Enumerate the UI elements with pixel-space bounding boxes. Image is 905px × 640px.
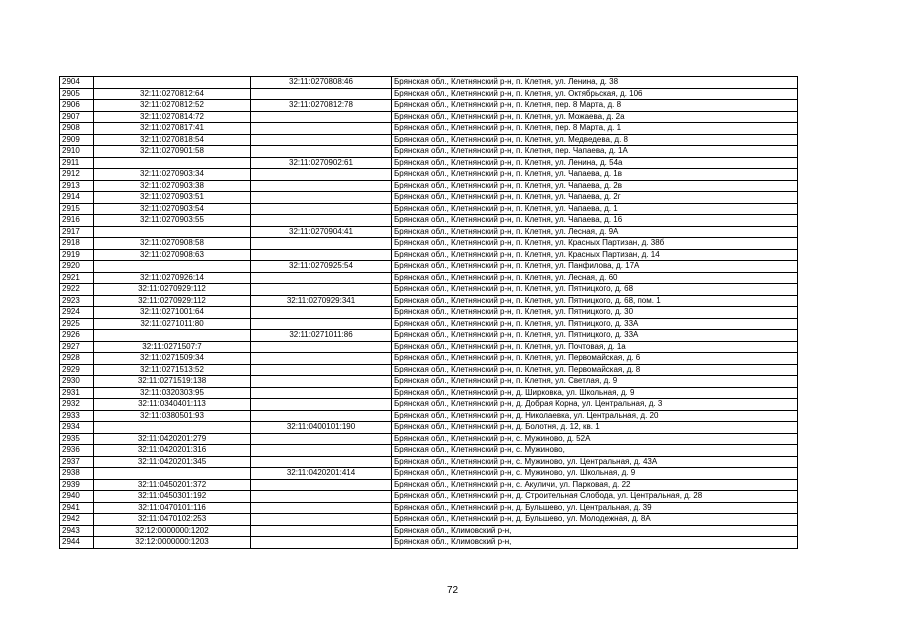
cadastral-number-cell: 32:11:0420201:345 xyxy=(94,456,251,468)
building-cadastral-number-cell xyxy=(251,341,392,353)
row-number-cell: 2926 xyxy=(60,330,94,342)
cadastral-number-cell: 32:12:0000000:1202 xyxy=(94,525,251,537)
table-row xyxy=(60,479,798,491)
cadastral-table xyxy=(59,76,798,549)
table-row xyxy=(60,341,798,353)
address-cell: Брянская обл., Клетнянский р-н, д. Строительная Слобода, ул. Центральная, д. 28 xyxy=(392,491,798,503)
cadastral-number-cell: 32:11:0270903:38 xyxy=(94,180,251,192)
cadastral-number-cell: 32:11:0270926:14 xyxy=(94,272,251,284)
building-cadastral-number-cell xyxy=(251,410,392,422)
row-number-cell: 2930 xyxy=(60,376,94,388)
table-row xyxy=(60,123,798,135)
table-row xyxy=(60,537,798,549)
table-row xyxy=(60,295,798,307)
cadastral-number-cell: 32:11:0270903:51 xyxy=(94,192,251,204)
row-number-cell: 2906 xyxy=(60,100,94,112)
address-cell: Брянская обл., Клетнянский р-н, п. Клетня, ул. Можаева, д. 2а xyxy=(392,111,798,123)
row-number-cell: 2911 xyxy=(60,157,94,169)
building-cadastral-number-cell: 32:11:0270902:61 xyxy=(251,157,392,169)
address-cell: Брянская обл., Клетнянский р-н, с. Мужиново, xyxy=(392,445,798,457)
cadastral-number-cell: 32:11:0271507:7 xyxy=(94,341,251,353)
address-cell: Брянская обл., Клетнянский р-н, п. Клетня, пер. Чапаева, д. 1А xyxy=(392,146,798,158)
row-number-cell: 2927 xyxy=(60,341,94,353)
address-cell: Брянская обл., Клетнянский р-н, д. Бульшево, ул. Центральная, д. 39 xyxy=(392,502,798,514)
building-cadastral-number-cell xyxy=(251,318,392,330)
address-cell: Брянская обл., Клетнянский р-н, п. Клетня, ул. Пятницкого, д. 30 xyxy=(392,307,798,319)
table-row xyxy=(60,111,798,123)
row-number-cell: 2919 xyxy=(60,249,94,261)
table-row xyxy=(60,410,798,422)
building-cadastral-number-cell xyxy=(251,169,392,181)
building-cadastral-number-cell: 32:11:0270904:41 xyxy=(251,226,392,238)
cadastral-number-cell: 32:11:0380501:93 xyxy=(94,410,251,422)
cadastral-number-cell xyxy=(94,330,251,342)
table-row xyxy=(60,514,798,526)
table-row xyxy=(60,525,798,537)
cadastral-number-cell: 32:11:0450301:192 xyxy=(94,491,251,503)
table-row xyxy=(60,146,798,158)
cadastral-number-cell: 32:11:0320303:95 xyxy=(94,387,251,399)
address-cell: Брянская обл., Клетнянский р-н, д. Болотня, д. 12, кв. 1 xyxy=(392,422,798,434)
address-cell: Брянская обл., Климовский р-н, xyxy=(392,537,798,549)
row-number-cell: 2917 xyxy=(60,226,94,238)
building-cadastral-number-cell xyxy=(251,307,392,319)
building-cadastral-number-cell xyxy=(251,537,392,549)
row-number-cell: 2934 xyxy=(60,422,94,434)
row-number-cell: 2909 xyxy=(60,134,94,146)
table-row xyxy=(60,134,798,146)
address-cell: Брянская обл., Климовский р-н, xyxy=(392,525,798,537)
page-number: 72 xyxy=(446,585,459,596)
table-row xyxy=(60,284,798,296)
table-row xyxy=(60,468,798,480)
table-row xyxy=(60,203,798,215)
building-cadastral-number-cell xyxy=(251,146,392,158)
cadastral-number-cell: 32:11:0270901:58 xyxy=(94,146,251,158)
row-number-cell: 2941 xyxy=(60,502,94,514)
address-cell: Брянская обл., Клетнянский р-н, с. Мужиново, ул. Школьная, д. 9 xyxy=(392,468,798,480)
address-cell: Брянская обл., Клетнянский р-н, п. Клетня, ул. Медведева, д. 8 xyxy=(392,134,798,146)
table-row xyxy=(60,502,798,514)
row-number-cell: 2925 xyxy=(60,318,94,330)
row-number-cell: 2929 xyxy=(60,364,94,376)
row-number-cell: 2943 xyxy=(60,525,94,537)
cadastral-number-cell: 32:11:0470102:253 xyxy=(94,514,251,526)
address-cell: Брянская обл., Клетнянский р-н, п. Клетня, ул. Чапаева, д. 2г xyxy=(392,192,798,204)
row-number-cell: 2921 xyxy=(60,272,94,284)
address-cell: Брянская обл., Клетнянский р-н, д. Добрая Корна, ул. Центральная, д. 3 xyxy=(392,399,798,411)
row-number-cell: 2905 xyxy=(60,88,94,100)
row-number-cell: 2939 xyxy=(60,479,94,491)
address-cell: Брянская обл., Клетнянский р-н, п. Клетня, ул. Светлая, д. 9 xyxy=(392,376,798,388)
building-cadastral-number-cell xyxy=(251,123,392,135)
cadastral-number-cell: 32:11:0270814:72 xyxy=(94,111,251,123)
address-cell: Брянская обл., Клетнянский р-н, п. Клетня, ул. Ленина, д. 38 xyxy=(392,77,798,89)
cadastral-number-cell xyxy=(94,77,251,89)
building-cadastral-number-cell xyxy=(251,203,392,215)
table-row xyxy=(60,456,798,468)
row-number-cell: 2924 xyxy=(60,307,94,319)
building-cadastral-number-cell xyxy=(251,433,392,445)
address-cell: Брянская обл., Клетнянский р-н, п. Клетня, ул. Красных Партизан, д. 38б xyxy=(392,238,798,250)
address-cell: Брянская обл., Клетнянский р-н, с. Мужиново, д. 52А xyxy=(392,433,798,445)
row-number-cell: 2907 xyxy=(60,111,94,123)
row-number-cell: 2922 xyxy=(60,284,94,296)
cadastral-number-cell: 32:11:0270903:34 xyxy=(94,169,251,181)
cadastral-number-cell: 32:11:0340401:113 xyxy=(94,399,251,411)
table-row xyxy=(60,445,798,457)
table-row xyxy=(60,88,798,100)
table-row xyxy=(60,433,798,445)
building-cadastral-number-cell xyxy=(251,456,392,468)
row-number-cell: 2937 xyxy=(60,456,94,468)
table-row xyxy=(60,226,798,238)
address-cell: Брянская обл., Клетнянский р-н, с. Мужиново, ул. Центральная, д. 43А xyxy=(392,456,798,468)
address-cell: Брянская обл., Клетнянский р-н, п. Клетня, пер. 8 Марта, д. 1 xyxy=(392,123,798,135)
cadastral-number-cell: 32:11:0450201:372 xyxy=(94,479,251,491)
row-number-cell: 2938 xyxy=(60,468,94,480)
table-row xyxy=(60,100,798,112)
cadastral-number-cell: 32:11:0270812:52 xyxy=(94,100,251,112)
building-cadastral-number-cell xyxy=(251,491,392,503)
table-row xyxy=(60,238,798,250)
cadastral-number-cell xyxy=(94,468,251,480)
building-cadastral-number-cell xyxy=(251,249,392,261)
building-cadastral-number-cell xyxy=(251,88,392,100)
address-cell: Брянская обл., Клетнянский р-н, д. Ширковка, ул. Школьная, д. 9 xyxy=(392,387,798,399)
row-number-cell: 2918 xyxy=(60,238,94,250)
building-cadastral-number-cell xyxy=(251,525,392,537)
table-row xyxy=(60,192,798,204)
building-cadastral-number-cell: 32:11:0270812:78 xyxy=(251,100,392,112)
table-row xyxy=(60,318,798,330)
cadastral-number-cell xyxy=(94,261,251,273)
building-cadastral-number-cell xyxy=(251,111,392,123)
row-number-cell: 2935 xyxy=(60,433,94,445)
building-cadastral-number-cell xyxy=(251,445,392,457)
cadastral-number-cell: 32:11:0271519:138 xyxy=(94,376,251,388)
address-cell: Брянская обл., Клетнянский р-н, п. Клетня, ул. Пятницкого, д. 68, пом. 1 xyxy=(392,295,798,307)
address-cell: Брянская обл., Клетнянский р-н, п. Клетня, ул. Чапаева, д. 1в xyxy=(392,169,798,181)
row-number-cell: 2944 xyxy=(60,537,94,549)
row-number-cell: 2912 xyxy=(60,169,94,181)
cadastral-number-cell xyxy=(94,422,251,434)
building-cadastral-number-cell xyxy=(251,238,392,250)
row-number-cell: 2942 xyxy=(60,514,94,526)
row-number-cell: 2908 xyxy=(60,123,94,135)
building-cadastral-number-cell: 32:11:0270808:46 xyxy=(251,77,392,89)
address-cell: Брянская обл., Клетнянский р-н, п. Клетня, ул. Первомайская, д. 6 xyxy=(392,353,798,365)
row-number-cell: 2916 xyxy=(60,215,94,227)
cadastral-number-cell: 32:11:0271001:64 xyxy=(94,307,251,319)
table-row xyxy=(60,376,798,388)
address-cell: Брянская обл., Клетнянский р-н, п. Клетня, ул. Панфилова, д. 17А xyxy=(392,261,798,273)
cadastral-number-cell: 32:11:0270903:54 xyxy=(94,203,251,215)
table-row xyxy=(60,169,798,181)
cadastral-number-cell: 32:11:0470101:116 xyxy=(94,502,251,514)
building-cadastral-number-cell xyxy=(251,399,392,411)
building-cadastral-number-cell xyxy=(251,134,392,146)
row-number-cell: 2928 xyxy=(60,353,94,365)
address-cell: Брянская обл., Клетнянский р-н, п. Клетня, ул. Лесная, д. 60 xyxy=(392,272,798,284)
table-row xyxy=(60,330,798,342)
cadastral-number-cell: 32:11:0270908:58 xyxy=(94,238,251,250)
row-number-cell: 2923 xyxy=(60,295,94,307)
cadastral-number-cell xyxy=(94,157,251,169)
table-row xyxy=(60,387,798,399)
cadastral-number-cell: 32:11:0270817:41 xyxy=(94,123,251,135)
cadastral-number-cell: 32:11:0270818:54 xyxy=(94,134,251,146)
address-cell: Брянская обл., Клетнянский р-н, п. Клетня, ул. Чапаева, д. 16 xyxy=(392,215,798,227)
address-cell: Брянская обл., Клетнянский р-н, д. Бульшево, ул. Молодежная, д. 8А xyxy=(392,514,798,526)
address-cell: Брянская обл., Клетнянский р-н, п. Клетня, ул. Октябрьская, д. 106 xyxy=(392,88,798,100)
row-number-cell: 2920 xyxy=(60,261,94,273)
table-row xyxy=(60,491,798,503)
cadastral-number-cell: 32:11:0270929:112 xyxy=(94,284,251,296)
cadastral-number-cell: 32:11:0271509:34 xyxy=(94,353,251,365)
building-cadastral-number-cell: 32:11:0270925:54 xyxy=(251,261,392,273)
table-row xyxy=(60,157,798,169)
address-cell: Брянская обл., Клетнянский р-н, п. Клетня, ул. Пятницкого, д. 33А xyxy=(392,330,798,342)
row-number-cell: 2933 xyxy=(60,410,94,422)
row-number-cell: 2915 xyxy=(60,203,94,215)
cadastral-number-cell: 32:11:0270812:64 xyxy=(94,88,251,100)
cadastral-number-cell: 32:11:0420201:279 xyxy=(94,433,251,445)
address-cell: Брянская обл., Клетнянский р-н, п. Клетня, ул. Чапаева, д. 1 xyxy=(392,203,798,215)
table-row xyxy=(60,77,798,89)
address-cell: Брянская обл., Клетнянский р-н, п. Клетня, ул. Пятницкого, д. 68 xyxy=(392,284,798,296)
address-cell: Брянская обл., Клетнянский р-н, с. Акуличи, ул. Парковая, д. 22 xyxy=(392,479,798,491)
cadastral-number-cell: 32:11:0271513:52 xyxy=(94,364,251,376)
cadastral-number-cell: 32:11:0270903:55 xyxy=(94,215,251,227)
building-cadastral-number-cell xyxy=(251,180,392,192)
table-row xyxy=(60,249,798,261)
address-cell: Брянская обл., Клетнянский р-н, п. Клетня, ул. Ленина, д. 54а xyxy=(392,157,798,169)
building-cadastral-number-cell xyxy=(251,215,392,227)
cadastral-number-cell: 32:12:0000000:1203 xyxy=(94,537,251,549)
address-cell: Брянская обл., Клетнянский р-н, п. Клетня, пер. 8 Марта, д. 8 xyxy=(392,100,798,112)
cadastral-number-cell: 32:11:0270908:63 xyxy=(94,249,251,261)
building-cadastral-number-cell xyxy=(251,284,392,296)
building-cadastral-number-cell xyxy=(251,514,392,526)
address-cell: Брянская обл., Клетнянский р-н, п. Клетня, ул. Красных Партизан, д. 14 xyxy=(392,249,798,261)
building-cadastral-number-cell xyxy=(251,272,392,284)
address-cell: Брянская обл., Клетнянский р-н, п. Клетня, ул. Пятницкого, д. 33А xyxy=(392,318,798,330)
table-row xyxy=(60,353,798,365)
row-number-cell: 2910 xyxy=(60,146,94,158)
building-cadastral-number-cell xyxy=(251,387,392,399)
address-cell: Брянская обл., Клетнянский р-н, п. Клетня, ул. Чапаева, д. 2в xyxy=(392,180,798,192)
row-number-cell: 2940 xyxy=(60,491,94,503)
cadastral-number-cell: 32:11:0271011:80 xyxy=(94,318,251,330)
table-row xyxy=(60,399,798,411)
table-body xyxy=(60,77,798,549)
building-cadastral-number-cell xyxy=(251,479,392,491)
address-cell: Брянская обл., Клетнянский р-н, д. Николаевка, ул. Центральная, д. 20 xyxy=(392,410,798,422)
cadastral-number-cell: 32:11:0420201:316 xyxy=(94,445,251,457)
table-row xyxy=(60,422,798,434)
table-row xyxy=(60,180,798,192)
building-cadastral-number-cell: 32:11:0270929:341 xyxy=(251,295,392,307)
cadastral-number-cell: 32:11:0270929:112 xyxy=(94,295,251,307)
table-row xyxy=(60,307,798,319)
building-cadastral-number-cell xyxy=(251,192,392,204)
address-cell: Брянская обл., Клетнянский р-н, п. Клетня, ул. Первомайская, д. 8 xyxy=(392,364,798,376)
table-row xyxy=(60,215,798,227)
row-number-cell: 2936 xyxy=(60,445,94,457)
building-cadastral-number-cell xyxy=(251,502,392,514)
row-number-cell: 2913 xyxy=(60,180,94,192)
row-number-cell: 2932 xyxy=(60,399,94,411)
table-row xyxy=(60,272,798,284)
address-cell: Брянская обл., Клетнянский р-н, п. Клетня, ул. Почтовая, д. 1а xyxy=(392,341,798,353)
row-number-cell: 2931 xyxy=(60,387,94,399)
row-number-cell: 2914 xyxy=(60,192,94,204)
building-cadastral-number-cell: 32:11:0400101:190 xyxy=(251,422,392,434)
building-cadastral-number-cell: 32:11:0271011:86 xyxy=(251,330,392,342)
building-cadastral-number-cell xyxy=(251,353,392,365)
building-cadastral-number-cell: 32:11:0420201:414 xyxy=(251,468,392,480)
cadastral-number-cell xyxy=(94,226,251,238)
table-row xyxy=(60,364,798,376)
table-row xyxy=(60,261,798,273)
building-cadastral-number-cell xyxy=(251,364,392,376)
building-cadastral-number-cell xyxy=(251,376,392,388)
row-number-cell: 2904 xyxy=(60,77,94,89)
address-cell: Брянская обл., Клетнянский р-н, п. Клетня, ул. Лесная, д. 9А xyxy=(392,226,798,238)
